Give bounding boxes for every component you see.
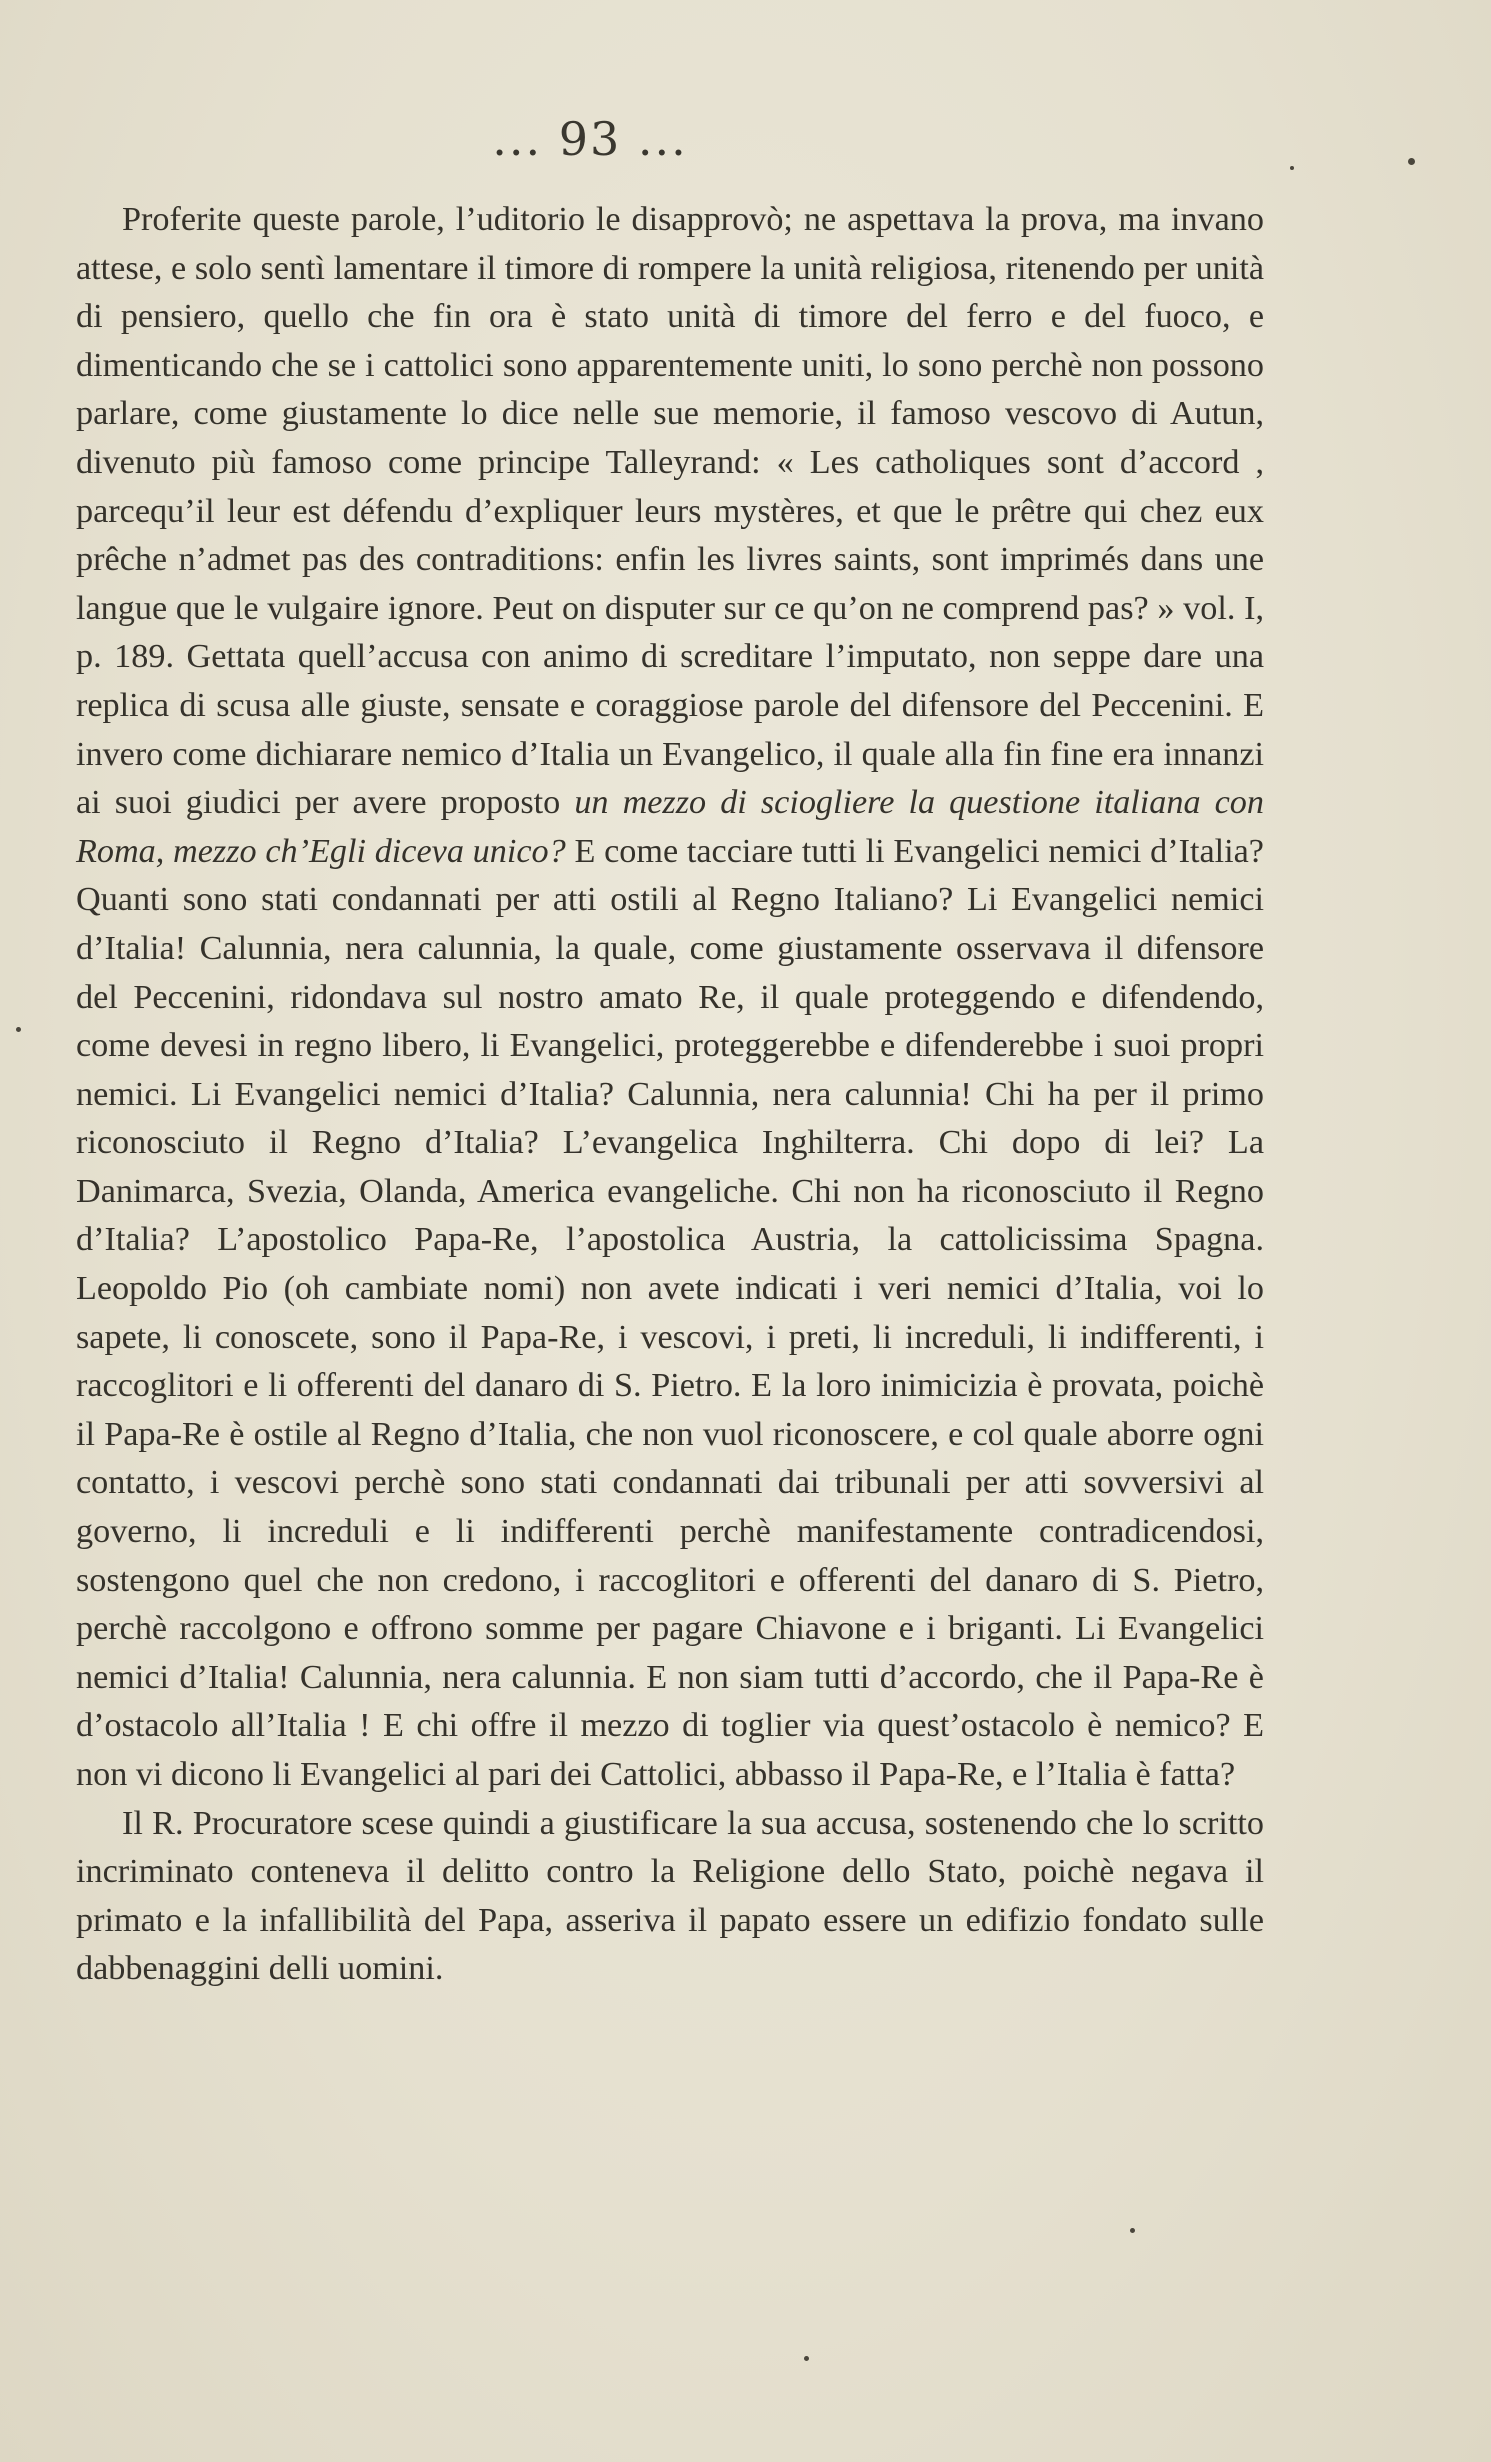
page-number: ... 93 ...	[492, 112, 688, 166]
scan-speck	[16, 1027, 21, 1032]
body-text	[76, 196, 1264, 1994]
scan-speck	[1290, 166, 1294, 170]
paragraph-1-italic-quote: un mezzo di sciogliere la questione italiana con Roma, mezzo ch’Egli diceva unico?	[76, 784, 1264, 870]
scan-speck	[1130, 2228, 1135, 2233]
paragraph-1-text-a: Proferite queste parole, l’uditorio le disapprovò; ne aspettava la prova, ma invano attese, e solo sentì lamentare il timore di rompere la unità religiosa, ritenendo per unità di pensiero, quello che fin ora è stato unità di timore del ferro e del fuoco, e dimenticando che se i cattolici sono apparentemente uniti, lo sono perchè non possono parlare, come giustamente lo dice nelle sue memorie, il famoso vescovo di Autun, divenuto più famoso come principe Talleyrand: « Les catholiques sont d’accord , parcequ’il leur est défendu d’expliquer leurs mystères, et que le prêtre qui chez eux prêche n’admet pas des contraditions: enfin les livres saints, sont imprimés dans une langue que le vulgaire ignore. Peut on disputer sur ce qu’on ne comprend pas? » vol. I, p. 189. Gettata quell’accusa con animo di screditare l’imputato, non seppe dare una replica di scusa alle giuste, sensate e coraggiose parole del difensore del Peccenini. E invero come dichiarare nemico d’Italia un Evangelico, il quale alla fin fine era innanzi ai suoi giudici per avere proposto	[76, 201, 1264, 822]
paragraph-2-text: Il R. Procuratore scese quindi a giustificare la sua accusa, sostenendo che lo scritto incriminato conteneva il delitto contro la Religione dello Stato, poichè negava il primato e la infallibilità del Papa, asseriva il papato essere un edifizio fondato sulle dabbenaggini delli uomini.	[76, 1804, 1264, 1988]
scan-speck	[804, 2356, 809, 2361]
paragraph-1-text-b: E come tacciare tutti li Evangelici nemici d’Italia? Quanti sono stati condannati per atti ostili al Regno Italiano? Li Evangelici nemici d’Italia! Calunnia, nera calunnia, la quale, come giustamente osservava il difensore del Peccenini, ridondava sul nostro amato Re, il quale proteggendo e difendendo, come devesi in regno libero, li Evangelici, proteggerebbe e difenderebbe i suoi propri nemici. Li Evangelici nemici d’Italia? Calunnia, nera calunnia! Chi ha per il primo riconosciuto il Regno d’Italia? L’evangelica Inghilterra. Chi dopo di lei? La Danimarca, Svezia, Olanda, America evangeliche. Chi non ha riconosciuto il Regno d’Italia? L’apostolico Papa-Re, l’apostolica Austria, la cattolicissima Spagna. Leopoldo Pio (oh cambiate nomi) non avete indicati i veri nemici d’Italia, voi lo sapete, li conoscete, sono il Papa-Re, i vescovi, i preti, li increduli, li indifferenti, i raccoglitori e li offerenti del danaro di S. Pietro. E la loro inimicizia è provata, poichè il Papa-Re è ostile al Regno d’Italia, che non vuol riconoscere, e col quale aborre ogni contatto, i vescovi perchè sono stati condannati dai tribunali per atti sovversivi al governo, li increduli e li indifferenti perchè manifestamente contradicendosi, sostengono quel che non credono, i raccoglitori e offerenti del danaro di S. Pietro, perchè raccolgono e offrono somme per pagare Chiavone e i briganti. Li Evangelici nemici d’Italia! Calunnia, nera calunnia. E non siam tutti d’accordo, che il Papa-Re è d’ostacolo all’Italia ! E chi offre il mezzo di toglier via quest’ostacolo è nemico? E non vi dicono li Evangelici al pari dei Cattolici, abbasso il Papa-Re, e l’Italia è fatta?	[76, 832, 1264, 1793]
scan-speck	[1408, 158, 1415, 165]
paragraph-2	[76, 1800, 1264, 1994]
paragraph-1	[76, 196, 1264, 1800]
